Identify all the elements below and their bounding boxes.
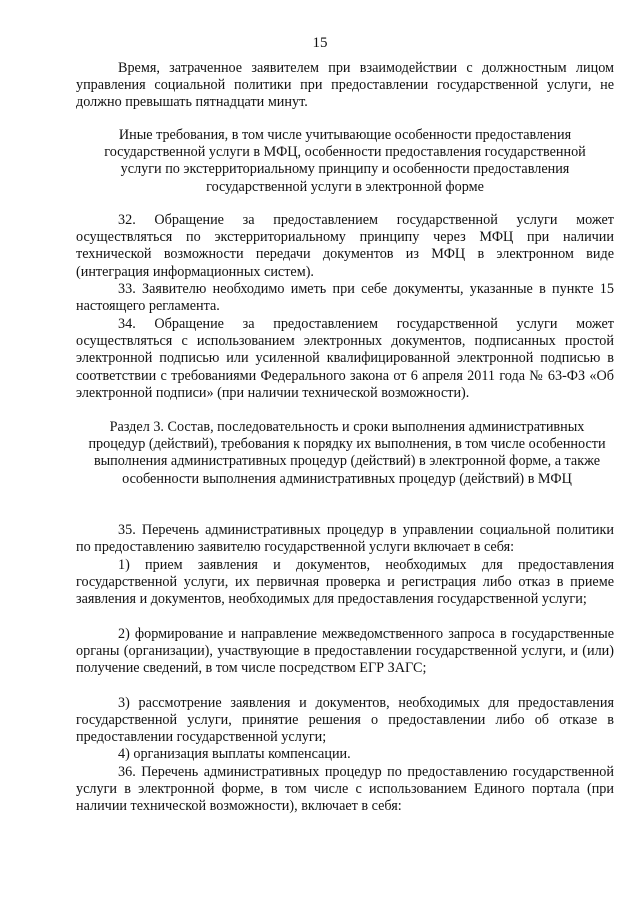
heading-other-requirements: Иные требования, в том числе учитывающие особенности предоставления государственной услуги в МФЦ, особенности предоставления государственной услуги по экстерриториальному принципу и особенности предоставления государственной услуги в электронной форме — [104, 127, 586, 195]
page-number: 15 — [312, 35, 328, 51]
paragraph-35: 35. Перечень административных процедур в управлении социальной политики по предоставлению заявителю государственной услуги включает в себя: — [76, 522, 614, 556]
list-item-35-1: 1) прием заявления и документов, необходимых для предоставления государственной услуги, их первичная проверка и регистрация либо отказ в приеме заявления и документов, необходимых для предоставления государственной услуги; — [76, 557, 614, 608]
paragraph-32: 32. Обращение за предоставлением государственной услуги может осуществляться по экстерриториальному принципу через МФЦ при наличии технической возможности передачи документов из МФЦ в электронном виде (интеграция информационных систем). — [76, 212, 614, 280]
paragraph-33: 33. Заявителю необходимо иметь при себе документы, указанные в пункте 15 настоящего регламента. — [76, 281, 614, 315]
list-item-35-3: 3) рассмотрение заявления и документов, необходимых для предоставления государственной услуги, принятие решения о предоставлении либо об отказе в предоставлении государственной услуги; — [76, 695, 614, 746]
paragraph-time-limit: Время, затраченное заявителем при взаимодействии с должностным лицом управления социальной политики при предоставлении государственной услуги, не должно превышать пятнадцати минут. — [76, 60, 614, 111]
heading-section-3: Раздел 3. Состав, последовательность и сроки выполнения административных процедур (действий), требования к порядку их выполнения, в том числе особенности выполнения административных процедур (действий) в электронной форме, а также особенности выполнения административных процедур (действий) в МФЦ — [88, 419, 606, 487]
paragraph-34: 34. Обращение за предоставлением государственной услуги может осуществляться с использованием электронных документов, подписанных простой электронной подписью или усиленной квалифицированной электронной подписью в соответствии с требованиями Федерального закона от 6 апреля 2011 года № 63-ФЗ «Об электронной подписи» (при наличии технической возможности). — [76, 316, 614, 401]
list-item-35-2: 2) формирование и направление межведомственного запроса в государственные органы (организации), участвующие в предоставлении государственной услуги, и (или) получение сведений, в том числе посредством ЕГР ЗАГС; — [76, 626, 614, 677]
list-item-35-4: 4) организация выплаты компенсации. — [118, 746, 351, 762]
paragraph-36: 36. Перечень административных процедур по предоставлению государственной услуги в электронной форме, в том числе с использованием Единого портала (при наличии технической возможности), включает в себя: — [76, 764, 614, 815]
